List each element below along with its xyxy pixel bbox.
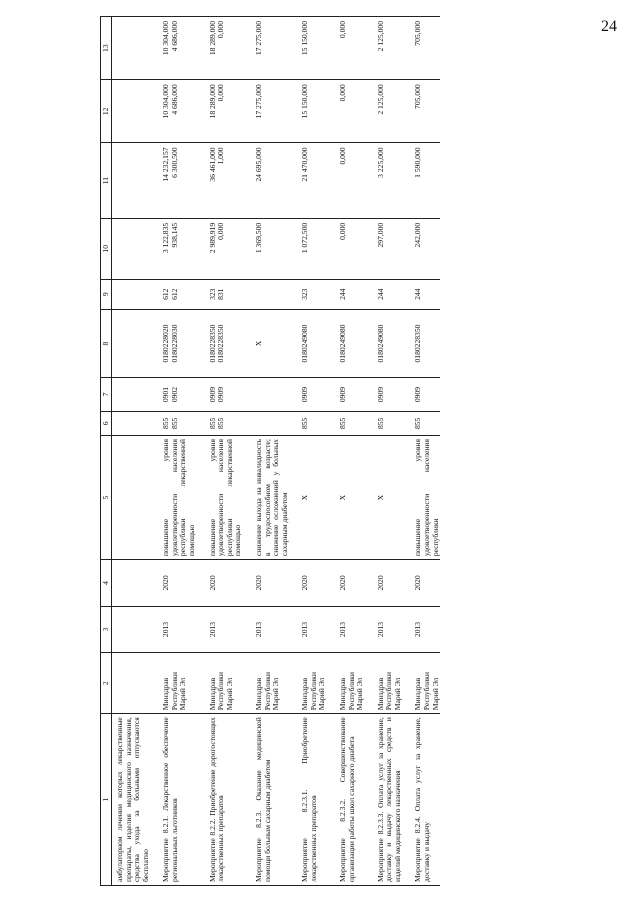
cell-c5 xyxy=(112,436,151,560)
cell-c4: 2020 xyxy=(289,560,327,607)
table-row xyxy=(289,17,327,886)
cell-value: 0,000 xyxy=(216,21,226,39)
cell-value: 855 xyxy=(413,417,423,430)
cell-value: 831 xyxy=(216,288,226,300)
cell-c7 xyxy=(112,378,151,411)
cell-c11 xyxy=(112,143,151,218)
cell-c13 xyxy=(402,17,440,80)
col-header-3: 3 xyxy=(101,606,112,653)
cell-c7 xyxy=(327,378,365,411)
cell-value: 244 xyxy=(413,288,423,300)
cell-c13 xyxy=(327,17,365,80)
cell-c8 xyxy=(112,309,151,378)
cell-value: 705,000 xyxy=(413,84,423,109)
cell-c7 xyxy=(150,378,196,411)
cell-value: 0180228020 xyxy=(161,324,171,363)
cell-c11 xyxy=(402,143,440,218)
col-header-13: 13 xyxy=(101,17,112,80)
cell-value: 14 232,157 xyxy=(161,147,171,182)
cell-c13 xyxy=(243,17,289,80)
cell-c5: Х xyxy=(289,436,327,560)
col-header-2: 2 xyxy=(101,653,112,714)
cell-c3: 2013 xyxy=(197,606,243,653)
cell-c7 xyxy=(289,378,327,411)
cell-value: 2 125,000 xyxy=(375,21,385,52)
cell-c11 xyxy=(150,143,196,218)
cell-value: 855 xyxy=(161,417,171,430)
cell-value: 3 225,000 xyxy=(375,147,385,178)
cell-c10 xyxy=(365,218,403,279)
cell-c1: Мероприятие 8.2.4. Оплата услуг за хранение, доставку и выдачу xyxy=(402,714,440,886)
cell-value: 0180228350 xyxy=(207,324,217,363)
cell-c3: 2013 xyxy=(289,606,327,653)
cell-value: 1,000 xyxy=(216,147,226,165)
cell-c3 xyxy=(112,606,151,653)
cell-value: 0,000 xyxy=(337,222,347,240)
cell-c2: Минздрав Республики Марий Эл xyxy=(402,653,440,714)
cell-c13 xyxy=(197,17,243,80)
cell-value: 0901 xyxy=(161,386,171,403)
cell-value: 17 275,000 xyxy=(253,84,263,119)
cell-c6 xyxy=(150,411,196,435)
cell-value: 0909 xyxy=(375,386,385,403)
cell-c6 xyxy=(402,411,440,435)
cell-c2: Минздрав Республики Марий Эл xyxy=(365,653,403,714)
cell-value: 36 461,000 xyxy=(207,147,217,182)
cell-value: 3 122,835 xyxy=(161,222,171,254)
cell-value: 24 695,000 xyxy=(253,147,263,182)
cell-value: 0909 xyxy=(337,386,347,403)
cell-c3: 2013 xyxy=(150,606,196,653)
cell-c11 xyxy=(365,143,403,218)
cell-value: 855 xyxy=(375,417,385,430)
col-header-5: 5 xyxy=(101,436,112,560)
cell-value: 4 686,000 xyxy=(169,84,179,115)
cell-c11 xyxy=(327,143,365,218)
cell-c11 xyxy=(197,143,243,218)
cell-value: 6 300,500 xyxy=(169,147,179,178)
cell-c8 xyxy=(243,309,289,378)
cell-c9 xyxy=(112,279,151,309)
cell-c12 xyxy=(327,80,365,143)
cell-value: 855 xyxy=(169,417,179,430)
cell-value: 10 304,000 xyxy=(161,21,171,56)
cell-value: 0180249080 xyxy=(375,324,385,363)
cell-c12 xyxy=(150,80,196,143)
cell-c1: Мероприятие 8.2.1. Лекарственное обеспечение региональных льготников xyxy=(150,714,196,886)
cell-c12 xyxy=(112,80,151,143)
cell-value: 297,000 xyxy=(375,222,385,248)
cell-value: 612 xyxy=(161,288,171,300)
cell-value: Х xyxy=(253,340,263,347)
cell-value: 0,000 xyxy=(337,84,347,102)
table-body xyxy=(112,17,441,886)
cell-value: 323 xyxy=(300,288,310,300)
budget-table xyxy=(100,16,440,886)
cell-c10 xyxy=(150,218,196,279)
cell-value: 18 289,000 xyxy=(207,21,217,56)
cell-c9 xyxy=(289,279,327,309)
cell-c13 xyxy=(112,17,151,80)
cell-value: 0,000 xyxy=(337,147,347,165)
cell-c7 xyxy=(197,378,243,411)
cell-value: 938,145 xyxy=(169,222,179,248)
cell-c13 xyxy=(150,17,196,80)
cell-c1: Мероприятие 8.2.3.3. Оплата услуг за хранение, доставку и выдачу лекарственных средств и изделий медицинского назначения xyxy=(365,714,403,886)
cell-c4: 2020 xyxy=(402,560,440,607)
cell-c8 xyxy=(197,309,243,378)
cell-c5: повышение уровня удовлетворенности населения республики лекарственной помощью xyxy=(150,436,196,560)
cell-value: 0,000 xyxy=(216,222,226,240)
cell-value: 0909 xyxy=(300,386,310,403)
cell-c9 xyxy=(327,279,365,309)
table-row xyxy=(197,17,243,886)
cell-c6 xyxy=(112,411,151,435)
cell-c6 xyxy=(289,411,327,435)
cell-value: 705,000 xyxy=(413,21,423,46)
col-header-1: 1 xyxy=(101,714,112,886)
table-row xyxy=(402,17,440,886)
cell-value: 17 275,000 xyxy=(253,21,263,56)
cell-c11 xyxy=(289,143,327,218)
table-row xyxy=(112,17,151,886)
cell-value: 15 150,000 xyxy=(300,84,310,119)
cell-value: 612 xyxy=(169,288,179,300)
cell-c10 xyxy=(402,218,440,279)
cell-c2: Минздрав Республики Марий Эл xyxy=(243,653,289,714)
cell-value: 1 369,500 xyxy=(253,222,263,254)
cell-value: 244 xyxy=(375,288,385,300)
cell-c2: Минздрав Республики Марий Эл xyxy=(289,653,327,714)
page-number: 24 xyxy=(601,18,617,35)
cell-value: 855 xyxy=(207,417,217,430)
col-header-8: 8 xyxy=(101,309,112,378)
cell-value: 0909 xyxy=(216,386,226,403)
cell-c10 xyxy=(243,218,289,279)
cell-c3: 2013 xyxy=(243,606,289,653)
cell-c2: Минздрав Республики Марий Эл xyxy=(150,653,196,714)
cell-c8 xyxy=(327,309,365,378)
cell-c8 xyxy=(150,309,196,378)
cell-c12 xyxy=(365,80,403,143)
cell-c1: Мероприятие 8.2.3.2. Совершенствование организации работы школ сахарного диабета xyxy=(327,714,365,886)
cell-c4: 2020 xyxy=(197,560,243,607)
cell-c3: 2013 xyxy=(402,606,440,653)
cell-c1: Мероприятие 8.2.3.1. Приобретение лекарственных препаратов xyxy=(289,714,327,886)
cell-value: 855 xyxy=(337,417,347,430)
cell-c3: 2013 xyxy=(365,606,403,653)
cell-c1: Мероприятие 8.2.2. Приобретение дорогостоящих лекарственных препаратов xyxy=(197,714,243,886)
col-header-11: 11 xyxy=(101,143,112,218)
cell-value: 0180249080 xyxy=(337,324,347,363)
cell-c4: 2020 xyxy=(365,560,403,607)
cell-c6 xyxy=(365,411,403,435)
cell-value: 21 470,000 xyxy=(300,147,310,182)
cell-c12 xyxy=(402,80,440,143)
cell-value: 855 xyxy=(216,417,226,430)
cell-c2: Минздрав Республики Марий Эл xyxy=(197,653,243,714)
cell-value: 0180249080 xyxy=(300,324,310,363)
cell-c13 xyxy=(365,17,403,80)
cell-c4 xyxy=(112,560,151,607)
cell-value: 0909 xyxy=(413,386,423,403)
cell-value: 323 xyxy=(207,288,217,300)
cell-value: 18 289,000 xyxy=(207,84,217,119)
cell-c5: Х xyxy=(365,436,403,560)
cell-value: 0909 xyxy=(207,386,217,403)
col-header-4: 4 xyxy=(101,560,112,607)
cell-c12 xyxy=(197,80,243,143)
cell-c5: повышение уровня удовлетворенности населения республики xyxy=(402,436,440,560)
cell-c2: Минздрав Республики Марий Эл xyxy=(327,653,365,714)
cell-c6 xyxy=(327,411,365,435)
cell-c3: 2013 xyxy=(327,606,365,653)
cell-c1: Мероприятие 8.2.3. Оказание медицинской помощи больным сахарным диабетом xyxy=(243,714,289,886)
cell-c5: повышение уровня удовлетворенности населения республики лекарственной помощью xyxy=(197,436,243,560)
cell-value: 1 072,500 xyxy=(300,222,310,254)
cell-c10 xyxy=(327,218,365,279)
cell-c1: амбулаторном лечении которых лекарственные препараты, изделия медицинского назначения, средства ухода за больными отпускаются бесплатно xyxy=(112,714,151,886)
cell-c9 xyxy=(243,279,289,309)
cell-value: 0902 xyxy=(169,386,179,403)
cell-value: 0,000 xyxy=(337,21,347,39)
table-row xyxy=(243,17,289,886)
cell-value: 10 304,000 xyxy=(161,84,171,119)
cell-c9 xyxy=(197,279,243,309)
cell-c5: снижение выхода на инвалидность в трудоспособном возрасте; снижение осложнений у больных сахарным диабетом xyxy=(243,436,289,560)
cell-c6 xyxy=(243,411,289,435)
cell-c4: 2020 xyxy=(150,560,196,607)
cell-value: 0180228350 xyxy=(413,324,423,363)
col-header-6: 6 xyxy=(101,411,112,435)
cell-c12 xyxy=(289,80,327,143)
cell-value: 0,000 xyxy=(216,84,226,102)
cell-value: 0180228030 xyxy=(169,324,179,363)
table-row xyxy=(327,17,365,886)
cell-c7 xyxy=(243,378,289,411)
cell-c12 xyxy=(243,80,289,143)
col-header-9: 9 xyxy=(101,279,112,309)
table-row xyxy=(365,17,403,886)
col-header-7: 7 xyxy=(101,378,112,411)
rotated-table-container xyxy=(100,16,628,886)
cell-c8 xyxy=(289,309,327,378)
cell-c6 xyxy=(197,411,243,435)
cell-c9 xyxy=(365,279,403,309)
table-row xyxy=(150,17,196,886)
cell-c8 xyxy=(365,309,403,378)
cell-c8 xyxy=(402,309,440,378)
cell-c9 xyxy=(150,279,196,309)
cell-value: 2 125,000 xyxy=(375,84,385,115)
cell-value: 1 590,000 xyxy=(413,147,423,178)
cell-value: 4 686,000 xyxy=(169,21,179,52)
cell-value: 855 xyxy=(300,417,310,430)
col-header-10: 10 xyxy=(101,218,112,279)
cell-c9 xyxy=(402,279,440,309)
cell-c2 xyxy=(112,653,151,714)
cell-c5: Х xyxy=(327,436,365,560)
cell-c10 xyxy=(197,218,243,279)
cell-value: 242,000 xyxy=(413,222,423,248)
cell-c7 xyxy=(402,378,440,411)
cell-c10 xyxy=(112,218,151,279)
cell-c7 xyxy=(365,378,403,411)
cell-c13 xyxy=(289,17,327,80)
cell-value: 15 150,000 xyxy=(300,21,310,56)
cell-c4: 2020 xyxy=(243,560,289,607)
cell-c10 xyxy=(289,218,327,279)
column-number-row xyxy=(101,17,112,886)
cell-value: 0180228350 xyxy=(216,324,226,363)
col-header-12: 12 xyxy=(101,80,112,143)
cell-c11 xyxy=(243,143,289,218)
cell-c4: 2020 xyxy=(327,560,365,607)
cell-value: 244 xyxy=(337,288,347,300)
cell-value: 2 989,919 xyxy=(207,222,217,254)
